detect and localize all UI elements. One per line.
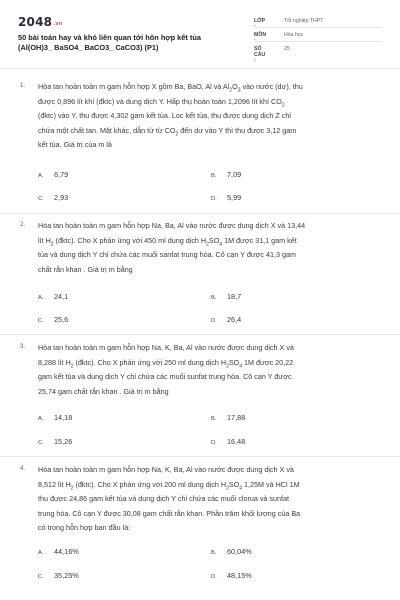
question-2: [0, 222, 400, 335]
question-line: được 0,896 lít khí (đktc) và dung dịch Y. Hấp thụ hoàn toàn 1,2096 lít khí $CO_2$: [38, 96, 285, 108]
question-number: 2.: [20, 222, 26, 228]
question-line: trung hòa. Cô cạn Y được 30,08 gam chất rắn khan. Phần trăm khối lượng của Ba: [38, 508, 301, 518]
question-1: [0, 83, 400, 214]
question-line: có trong hỗn hợp ban đầu là:: [38, 523, 131, 532]
meta-value: Hóa học: [284, 32, 304, 38]
meta-label: MÔN :: [254, 32, 267, 44]
question-line: 8,512 lít $H_2$ (đktc). Cho X phản ứng với 200 ml dung dịch $H_2SO_4$ 1,25M và HCl 1M: [38, 479, 300, 491]
question-line: Hòa tan hoàn toàn m gam hỗn hợp Na, Ba, Al vào nước được dung dịch X và 13,44: [38, 221, 306, 230]
answer-option-a[interactable]: A. 44,16%: [38, 547, 79, 556]
answer-option-d[interactable]: D. 26,4: [211, 315, 242, 324]
answer-option-b[interactable]: B. 18,7: [211, 292, 242, 301]
meta-value: Tốt nghiệp THPT: [284, 18, 324, 24]
document-title: 50 bài toán hay và khó liên quan tới hôn hợp kết tủa (Al(OH)3_ BaSO4_ BaCO3_ CaCO3) (P1): [18, 33, 201, 52]
answer-option-d[interactable]: D. 48,15%: [211, 571, 252, 580]
question-line: (đktc) vào Y, thu được 4,302 gam kết tủa. Lọc kết tủa, thu được dung dịch Z chỉ: [38, 111, 291, 120]
answer-option-c[interactable]: C. 2,93: [38, 193, 69, 202]
question-number: 4.: [20, 466, 26, 472]
question-line: chứa một chất tan. Mặt khác, dẫn từ từ $CO_2$ đến dư vào Y thì thu được 3,12 gam: [38, 125, 297, 137]
answer-option-a[interactable]: A. 6,79: [38, 170, 69, 179]
question-text: [38, 463, 378, 536]
question-line: 8,288 lít $H_2$ (đktc). Cho X phản ứng với 250 ml dung dịch $H_2SO_4$ 1M được 20,22: [38, 357, 294, 369]
question-4: [0, 466, 400, 600]
answer-option-d[interactable]: D. 5,99: [211, 193, 242, 202]
question-line: chất rắn khan . Giá trị m bằng: [38, 264, 133, 274]
answer-option-b[interactable]: B. 7,09: [211, 170, 242, 179]
meta-label: LỚP :: [254, 18, 265, 30]
question-text: [38, 341, 378, 399]
logo-text: 2048: [18, 15, 53, 29]
question-number: 1.: [20, 83, 26, 89]
question-line: 25,74 gam chất rắn khan . Giá trị m bằng: [38, 386, 169, 396]
answer-option-c[interactable]: C. 35,25%: [38, 571, 79, 580]
question-line: Hòa tan hoàn toàn m gam hỗn hợp Na, K, Ba, Al vào nước được dung dịch X và: [38, 465, 294, 474]
question-text: [38, 219, 378, 277]
question-line: Hòa tan hoàn toàn m gam hỗn hợp Na, K, Ba, Al vào nước được dung dịch X và: [38, 343, 294, 352]
answer-option-a[interactable]: A. 24,1: [38, 292, 69, 301]
answer-option-c[interactable]: C. 25,6: [38, 315, 69, 324]
question-line: kết tủa. Giá trị của m là: [38, 140, 112, 149]
question-number: 3.: [20, 344, 26, 350]
answer-option-b[interactable]: B. 17,88: [211, 413, 246, 422]
document-header: [0, 0, 400, 69]
question-line: gam kết tủa và dung dịch Y chỉ chứa các muối sunfat trung hòa. Cô cạn Y được: [38, 372, 292, 381]
answer-option-a[interactable]: A. 14,18: [38, 413, 73, 422]
answer-option-d[interactable]: D. 16,48: [211, 437, 246, 446]
question-line: tủa và dung dịch Y chỉ chứa các muối sanfat trung hòa. Cô cạn Y được 41,3 gam: [38, 250, 296, 259]
meta-value: 25: [284, 46, 290, 52]
logo-domain: .vn: [53, 21, 63, 27]
brand-logo[interactable]: [18, 15, 63, 29]
question-3: [0, 344, 400, 457]
question-line: thu được 24,86 gam kết tủa và dung dịch Y chỉ chứa các muối clorua và sunfat: [38, 494, 290, 503]
meta-label: SỐ CÂU :: [254, 46, 266, 64]
answer-option-b[interactable]: B. 60,04%: [211, 547, 252, 556]
question-line: lít $H_2$ (đktc). Cho X phản ứng với 450 ml dung dịch $H_2SO_4$ 1M được 31,1 gam kết: [38, 235, 297, 247]
question-text: [38, 80, 378, 153]
question-line: Hòa tan hoàn toàn m gam hỗn hợp X gồm Ba, BaO, Al và $Al_2O_3$ vào nước (dư), thu: [38, 82, 303, 94]
answer-option-c[interactable]: C. 15,26: [38, 437, 73, 446]
